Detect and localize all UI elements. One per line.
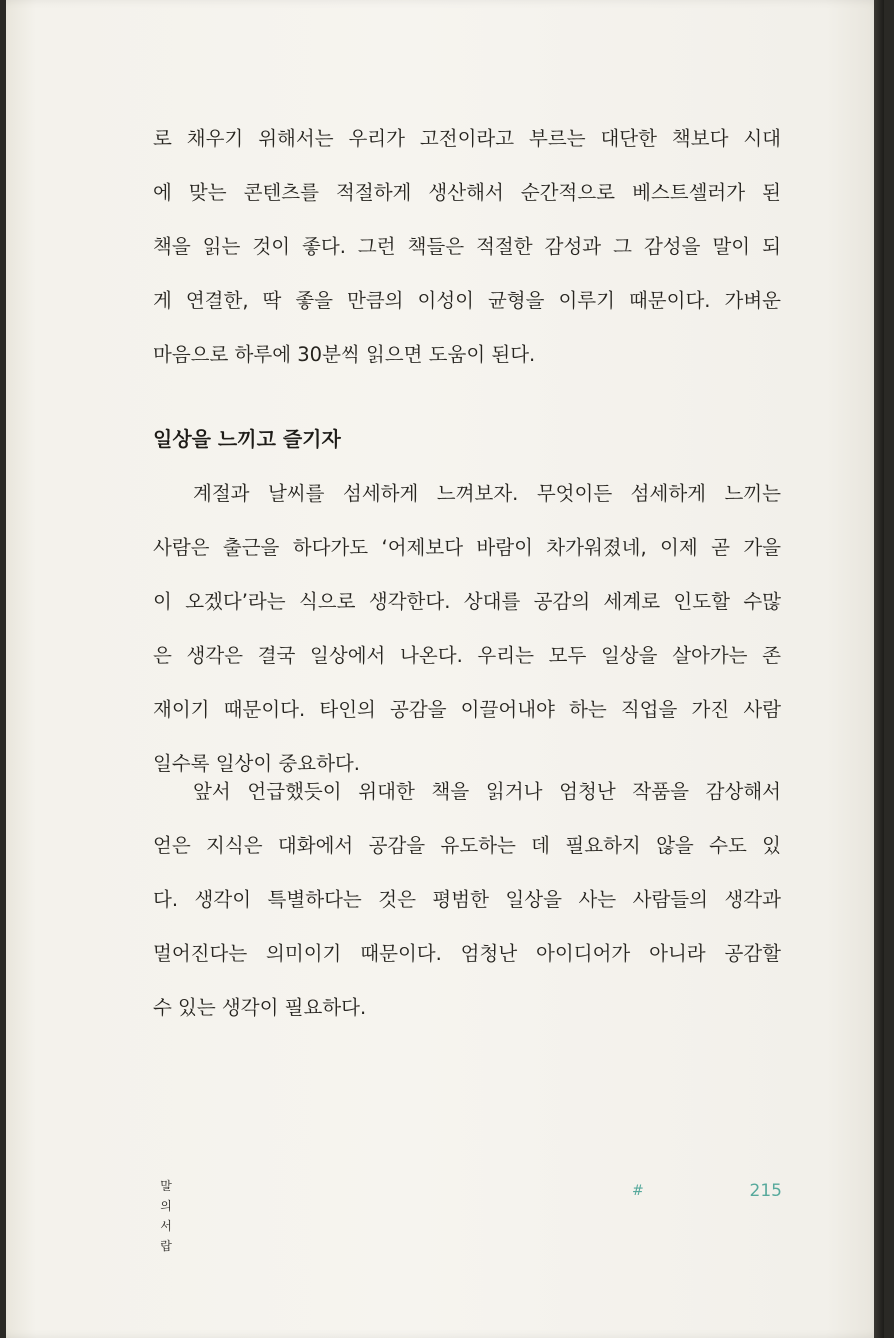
page-number: 215 <box>749 1181 782 1201</box>
book-title-char: 말 <box>160 1179 172 1193</box>
text-line: 책을 읽는 것이 좋다. 그런 책들은 적절한 감성과 그 감성을 말이 되 <box>153 235 781 258</box>
text-line: 재이기 때문이다. 타인의 공감을 이끌어내야 하는 직업을 가진 사람 <box>153 698 781 721</box>
book-title-char: 서 <box>160 1219 172 1233</box>
running-footer-book-title <box>155 1176 177 1256</box>
text-line: 마음으로 하루에 30분씩 읽으면 도움이 된다. <box>153 343 536 366</box>
section-heading: 일상을 느끼고 즐기자 <box>153 427 341 451</box>
paragraph-everyday <box>153 467 781 791</box>
text-line: 멀어진다는 의미이기 때문이다. 엄청난 아이디어가 아니라 공감할 <box>153 942 781 965</box>
text-line: 일수록 일상이 중요하다. <box>153 752 360 775</box>
text-line: 계절과 날씨를 섬세하게 느껴보자. 무엇이든 섬세하게 느끼는 <box>193 482 781 505</box>
paragraph-ordinary-thoughts <box>153 765 781 1035</box>
text-line: 다. 생각이 특별하다는 것은 평범한 일상을 사는 사람들의 생각과 <box>153 888 781 911</box>
footer-hash-mark: # <box>632 1183 644 1199</box>
page-edge-shadow <box>874 0 884 1338</box>
text-line: 은 생각은 결국 일상에서 나온다. 우리는 모두 일상을 살아가는 존 <box>153 644 781 667</box>
text-line: 이 오겠다’라는 식으로 생각한다. 상대를 공감의 세계로 인도할 수많 <box>153 590 781 613</box>
text-line: 게 연결한, 딱 좋을 만큼의 이성이 균형을 이루기 때문이다. 가벼운 <box>153 289 781 312</box>
book-title-char: 의 <box>160 1199 172 1213</box>
text-line: 앞서 언급했듯이 위대한 책을 읽거나 엄청난 작품을 감상해서 <box>193 780 781 803</box>
book-page <box>6 0 884 1338</box>
text-line: 에 맞는 콘텐츠를 적절하게 생산해서 순간적으로 베스트셀러가 된 <box>153 181 781 204</box>
paragraph-continued <box>153 112 781 382</box>
text-line: 얻은 지식은 대화에서 공감을 유도하는 데 필요하지 않을 수도 있 <box>153 834 781 857</box>
book-title-char: 랍 <box>160 1239 172 1253</box>
text-line: 로 채우기 위해서는 우리가 고전이라고 부르는 대단한 책보다 시대 <box>153 127 781 150</box>
text-line: 사람은 출근을 하다가도 ‘어제보다 바람이 차가워졌네, 이제 곧 가을 <box>153 536 781 559</box>
text-line: 수 있는 생각이 필요하다. <box>153 996 367 1019</box>
